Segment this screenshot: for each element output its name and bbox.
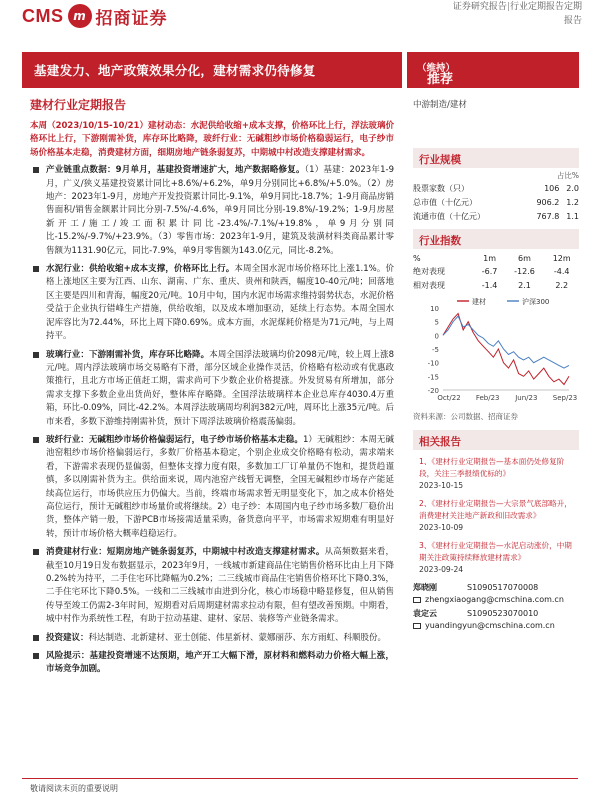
logo-en: CMS bbox=[22, 5, 64, 26]
report-category-line2: 报告 bbox=[563, 16, 582, 26]
analysis-section bbox=[30, 164, 394, 258]
index-6m: -12.6 bbox=[514, 266, 535, 276]
index-1m: -1.4 bbox=[481, 280, 498, 290]
scale-value: 767.8 bbox=[536, 211, 560, 221]
related-report-title[interactable]: 2、《建材行业定期报告—大宗景气底部略升，消费建材关注地产新政和旧改需求》 bbox=[419, 499, 572, 520]
rating bbox=[417, 60, 456, 87]
square-bullet-icon bbox=[33, 266, 39, 272]
industry-scale-unit: 占比% bbox=[556, 171, 579, 180]
x-tick-label: Sep/23 bbox=[552, 394, 578, 402]
industry-index-table bbox=[413, 252, 579, 292]
section-heading: 玻纤行业：无碱粗纱市场价格偏弱运行，电子纱市场价格基本走稳。 bbox=[46, 434, 303, 445]
logo-mark-icon: m bbox=[68, 4, 92, 28]
scale-pct: 1.1 bbox=[566, 211, 579, 221]
analysis-section bbox=[30, 650, 394, 677]
square-bullet-icon bbox=[33, 167, 39, 173]
source-note: 资料来源：公司数据、招商证券 bbox=[413, 412, 518, 421]
related-reports-list bbox=[413, 456, 579, 576]
index-row bbox=[413, 278, 579, 292]
rating-detail: （维持） bbox=[417, 63, 456, 74]
analysis-section bbox=[30, 546, 394, 626]
index-label: 相对表现 bbox=[413, 280, 445, 290]
rating-band bbox=[407, 52, 579, 88]
related-report-item[interactable] bbox=[413, 456, 579, 492]
legend-label: 沪深300 bbox=[522, 298, 550, 306]
section-body: 本周全国浮法玻璃均价2098元/吨，较上周上涨8元/吨。周内浮法玻璃市场交易略有下滑，部分区域企业操作灵活，价格略有松动或有优惠政策推行，且北方市场正值赶工期，需求尚可下少数企业价格提涨。外发贸易有所增加，部分需求支撑下多数企业出货尚好，整体库存略降。全国浮法玻璃样本企业总库存4030.4万重箱，环比-0.09%，同比-42.2%。本周浮法玻璃周均利润382元/吨，周环比上涨35元/吨。后市来看，多数下游维持刚需补货，预计下周浮法玻璃价格震荡偏弱。 bbox=[46, 349, 394, 427]
analyst-id: S1090523070010 bbox=[467, 609, 539, 618]
related-report-title[interactable]: 3、《建材行业定期报告—水泥启动涨价，中期期关注政策持续释放建材需求》 bbox=[419, 541, 572, 562]
weekly-summary: 本周（2023/10/15-10/21）建材动态：水泥供给收缩+成本支撑，价格环比上行，浮法玻璃价格环比上行，下游刚需补货，库存环比略降，玻纤行业：无碱粗纱市场价格稳弱运行，电子纱市场价格基本走稳，消费建材方面，细期房地产链条弱复苏，中期城中村改造支撑建材需求。 bbox=[30, 121, 394, 158]
y-tick-label: -20 bbox=[427, 387, 439, 395]
x-tick-label: Jun/23 bbox=[515, 394, 538, 402]
related-report-date: 2023-09-24 bbox=[419, 565, 464, 574]
analyst-name: 郑晓刚 bbox=[413, 583, 437, 592]
analyst-email[interactable]: zhengxiaogang@cmschina.com.cn bbox=[425, 595, 564, 604]
scale-value: 106 bbox=[544, 183, 560, 193]
x-tick-label: Feb/23 bbox=[475, 394, 500, 402]
scale-pct: 1.2 bbox=[566, 197, 579, 207]
related-report-item[interactable] bbox=[413, 540, 579, 576]
page-header bbox=[0, 0, 600, 40]
section-body: 1）无碱粗纱：本周无碱池窑粗纱市场价格偏弱运行，多数厂价格基本稳定，个别企业成交价格略有松动，需求端来看，下游需求表现仍显偏弱，但整体支撑力度有限，多数加工厂订单量仍不饱和，提货趋谨慎，多以刚需补货为主。供给面来说，周内池窑产线暂无调整，全国无碱粗纱市场存产能延续高位运行，市场供应压力仍偏大。当前，终端市场需求暂无明显变化下，加之成本价格处高位运行，预计无碱粗纱市场量价或将继续。2）电子纱：本周国内电子纱市场多数厂稳价出货，整体产销一般，下游PCB市场接需适量采购，备货意向平平，市场需求短期难有明显好转，预计市场价格大概率趋稳运行。 bbox=[46, 434, 394, 539]
index-row bbox=[413, 264, 579, 278]
company-logo bbox=[22, 2, 168, 30]
section-body: 科达制造、北新建材、亚士创能、伟星新材、蒙娜丽莎、东方雨虹、科顺股份。 bbox=[88, 632, 387, 643]
index-12m: 2.2 bbox=[555, 280, 569, 290]
analyst-name: 袁定云 bbox=[413, 609, 437, 618]
related-report-item[interactable] bbox=[413, 498, 579, 534]
mail-icon bbox=[413, 597, 421, 603]
y-tick-label: 10 bbox=[430, 305, 439, 313]
report-title: 基建发力、地产政策效果分化，建材需求仍待修复 bbox=[34, 63, 316, 78]
section-heading: 风险提示：基建投资增速不达预期，地产开工大幅下滑，原材料和燃料动力价格大幅上涨，市场竞争加剧。 bbox=[46, 651, 394, 675]
related-report-title[interactable]: 1、《建材行业定期报告—基本面仍处修复阶段，关注三季报绩优标的》 bbox=[419, 457, 565, 478]
section-body: 从高频数据来看，截至10月19日发布数据显示，2023年9月，一线城市新建商品住宅销售价格环比由上月下降0.2%转为持平，二手住宅环比降幅为0.2%；二三线城市商品住宅销售价格环比下降0.3%，二手住宅环比下降0.5%。一线和二三线城市由进到分化，核心市场稳中略显修复，但从销售传导至竣工仍需2-3年时间，短期看对后周期建材需求拉动有限，但有望改善预期。中期看，城中村作为系统性工程，有助于拉动基建、建材、家居、装修等产业链条需求。 bbox=[46, 547, 394, 625]
analyst-block bbox=[413, 582, 579, 606]
scale-row bbox=[413, 209, 579, 223]
sidebar bbox=[413, 148, 579, 634]
square-bullet-icon bbox=[33, 635, 39, 641]
report-title-band bbox=[22, 52, 402, 88]
index-chart-svg bbox=[413, 294, 579, 409]
analysts bbox=[413, 582, 579, 632]
section-heading: 玻璃行业：下游刚需补货，库存环比略降。 bbox=[46, 349, 210, 360]
report-category-separator: | bbox=[506, 2, 510, 12]
y-tick-label: 5 bbox=[434, 318, 439, 327]
scale-pct: 2.0 bbox=[566, 183, 579, 193]
section-heading: 投资建议： bbox=[46, 632, 89, 643]
report-type: 建材行业定期报告 bbox=[30, 98, 127, 112]
scale-label: 股票家数（只） bbox=[413, 183, 469, 193]
index-1m: -6.7 bbox=[481, 266, 498, 276]
footer-note: 敬请阅读末页的重要说明 bbox=[30, 784, 118, 793]
analyst-email[interactable]: yuandingyun@cmschina.com.cn bbox=[425, 621, 555, 630]
analysis-section bbox=[30, 632, 394, 645]
analyst-block bbox=[413, 608, 579, 632]
index-header-cell: % bbox=[413, 253, 421, 263]
index-6m: 2.1 bbox=[518, 280, 531, 290]
y-tick-label: -15 bbox=[427, 373, 439, 382]
index-header-cell: 1m bbox=[483, 253, 496, 263]
rating-label: 推荐 bbox=[427, 72, 454, 87]
logo-cn: 招商证券 bbox=[95, 8, 168, 29]
scale-row bbox=[413, 195, 579, 209]
section-heading: 产业链重点数据：9月单月，基建投资增速扩大，地产数据略修复。 bbox=[46, 165, 305, 176]
report-category-main: 证券研究报告 bbox=[452, 2, 507, 12]
square-bullet-icon bbox=[33, 352, 39, 358]
scale-label: 流通市值（十亿元） bbox=[413, 211, 485, 221]
square-bullet-icon bbox=[33, 437, 39, 443]
index-label: 绝对表现 bbox=[413, 266, 445, 276]
industry-scale-title: 行业规模 bbox=[413, 148, 579, 168]
section-body: （1）基建：2023年1-9月，广义/狭义基建投资累计同比+8.6%/+6.2%，单9月分别同比+6.8%/+5.0%。（2）房地产：2023年1-9月，房地产开发投资累计同比-9.1%，单9月同比-18.7%；1-9月商品房销售面积/销售金额累计同比分别-7.5%/-4.6%，单9月同比分别-19.8%/-19.2%；1-9月房屋新开工/施工/竣工面积累计同比-23.4%/-7.1%/+19.8%，单9月分别同比-15.2%/-9.7%/+23.9%。（3）零售市场：2023年1-9月，建筑及装潢材料类商品累计零售额为1131.90亿元，同比-7.9%，单9月零售额为143.0亿元，同比-8.2%。 bbox=[46, 165, 394, 256]
related-report-date: 2023-10-15 bbox=[419, 481, 464, 490]
analysis-section bbox=[30, 263, 394, 343]
square-bullet-icon bbox=[33, 653, 39, 659]
mail-icon bbox=[413, 623, 421, 629]
scale-value: 906.2 bbox=[536, 197, 560, 207]
industry-index-title: 行业指数 bbox=[413, 229, 579, 249]
industry-name: 中游制造/建材 bbox=[413, 100, 467, 110]
y-tick-label: -5 bbox=[432, 346, 439, 354]
scale-label: 总市值（十亿元） bbox=[413, 197, 477, 207]
analysis-section bbox=[30, 434, 394, 541]
series-line-hs300 bbox=[443, 316, 569, 368]
industry-scale-table bbox=[413, 181, 579, 223]
index-12m: -4.4 bbox=[553, 266, 570, 276]
index-chart bbox=[413, 294, 579, 409]
section-heading: 消费建材行业：短期房地产链条弱复苏，中期城中村改造支撑建材需求。 bbox=[46, 547, 325, 558]
index-header-cell: 6m bbox=[518, 253, 531, 263]
y-tick-label: 0 bbox=[434, 332, 439, 341]
analysis-section bbox=[30, 349, 394, 429]
index-header-cell: 12m bbox=[552, 253, 571, 263]
related-reports-title: 相关报告 bbox=[413, 430, 579, 450]
section-body: 本周全国水泥市场价格环比上涨1.1%。价格上涨地区主要为江西、山东、湖南、广东、重庆、贵州和陕西，幅度10-40元/吨；回落地区主要是四川和青海，幅度20元/吨。10月中旬，国内水泥市场需求维持弱势状态，水泥价格受益于企业执行错峰生产措施，供给收缩，以及成本增加驱动，延续上行态势。本周全国水泥库容比为72.44%，环比上周下降0.69%。成本方面，水泥煤耗价格是为71元/吨，与上周持平。 bbox=[46, 264, 394, 342]
analyst-id: S1090517070008 bbox=[467, 583, 539, 592]
y-tick-label: -10 bbox=[427, 359, 439, 368]
legend-label: 建材 bbox=[472, 298, 486, 306]
main-content bbox=[30, 120, 394, 682]
report-category-sub: 行业定期报告定期 bbox=[509, 2, 582, 12]
scale-row bbox=[413, 181, 579, 195]
report-category bbox=[406, 0, 582, 28]
section-heading: 水泥行业：供给收缩+成本支撑，价格环比上行。 bbox=[46, 264, 235, 275]
related-report-date: 2023-10-09 bbox=[419, 523, 464, 532]
x-tick-label: Oct/22 bbox=[437, 394, 461, 402]
square-bullet-icon bbox=[33, 549, 39, 555]
footer-divider bbox=[22, 778, 578, 779]
